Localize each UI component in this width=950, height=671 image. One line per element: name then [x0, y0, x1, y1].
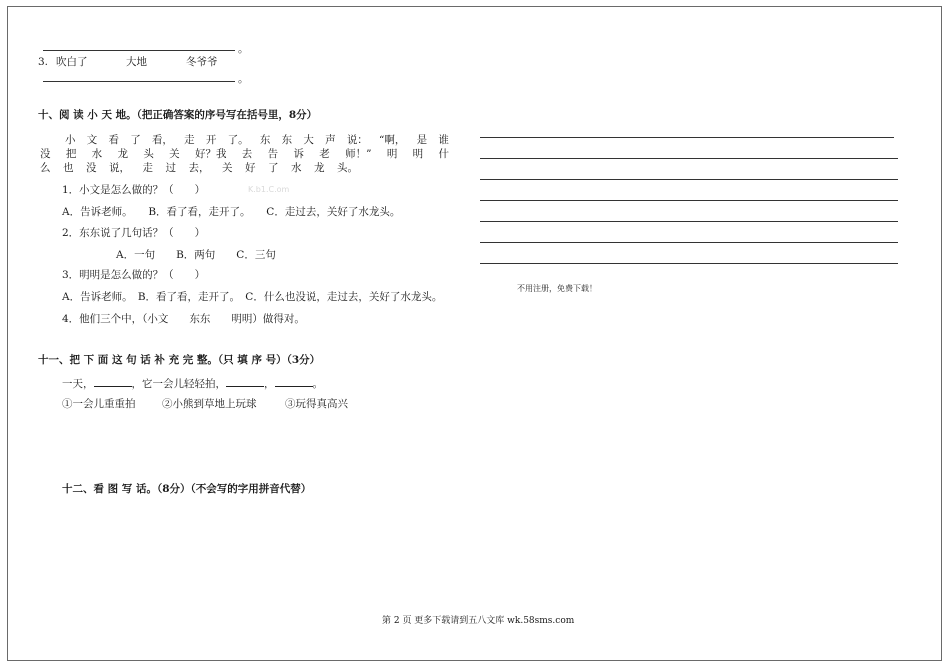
passage-line-2: 没 把 水 龙 头 关 好？我 去 告 诉 老 师！” 明 明 什 [40, 148, 449, 160]
word-2: 大地 [126, 56, 147, 68]
page-footer: 第 2 页 更多下载请到五八文库 wk.58sms.com [382, 616, 575, 626]
writing-line [480, 179, 898, 180]
answer-line-2 [43, 81, 235, 82]
word-3: 冬爷爷 [186, 56, 218, 68]
blank-field[interactable] [275, 375, 313, 387]
period-mark: 。 [238, 43, 249, 55]
answer-line-1 [43, 50, 235, 51]
period-mark: 。 [238, 73, 249, 85]
option-2: ②小熊到草地上玩球 [162, 398, 257, 410]
watermark-text: K.b1.C.om [248, 185, 290, 194]
passage-line-3: 么 也 没 说， 走 过 去， 关 好 了 水 龙 头。 [40, 162, 358, 174]
question-2-options: A．一句 B．两句 C．三句 [116, 249, 276, 261]
question-1-options: A．告诉老师。 B．看了看，走开了。 C．走过去，关好了水龙头。 [62, 206, 401, 218]
blank-field[interactable] [94, 375, 132, 387]
option-3: ③玩得真高兴 [285, 398, 348, 410]
option-1: ①一会儿重重拍 [62, 398, 136, 410]
word-1: 吹白了 [56, 56, 88, 68]
writing-line [480, 221, 898, 222]
question-3: 3．明明是怎么做的？（ ） [62, 269, 206, 281]
blank-field[interactable] [226, 375, 264, 387]
page-border [7, 6, 942, 661]
writing-line [480, 137, 894, 138]
question-3-options: A．告诉老师。 B．看了看，走开了。 C．什么也没说，走过去，关好了水龙头。 [62, 291, 443, 303]
question-4: 4．他们三个中，（小文 东东 明明）做得对。 [62, 313, 305, 325]
section-title: 十、阅 读 小 天 地。（把正确答案的序号写在括号里，8分） [38, 109, 318, 121]
question-2: 2．东东说了几句话？（ ） [62, 227, 206, 239]
passage-line-1: 小 文 看 了 看， 走 开 了。 东 东 大 声 说： “啊， 是 谁 [65, 134, 449, 146]
writing-line [480, 263, 898, 264]
writing-line [480, 242, 898, 243]
writing-line [480, 200, 898, 201]
section-title: 十二、看 图 写 话。（8分）（不会写的字用拼音代替） [62, 483, 312, 495]
writing-line [480, 158, 898, 159]
section-title: 十一、把 下 面 这 句 话 补 充 完 整。（只 填 序 号）（3分） [38, 354, 321, 366]
free-download-note: 不用注册，免费下载！ [517, 284, 597, 293]
question-number: 3. [38, 56, 49, 68]
fill-sentence: 一天， ，它一会儿轻轻拍， ， 。 [62, 375, 323, 391]
question-1: 1．小文是怎么做的？（ ） [62, 184, 206, 196]
